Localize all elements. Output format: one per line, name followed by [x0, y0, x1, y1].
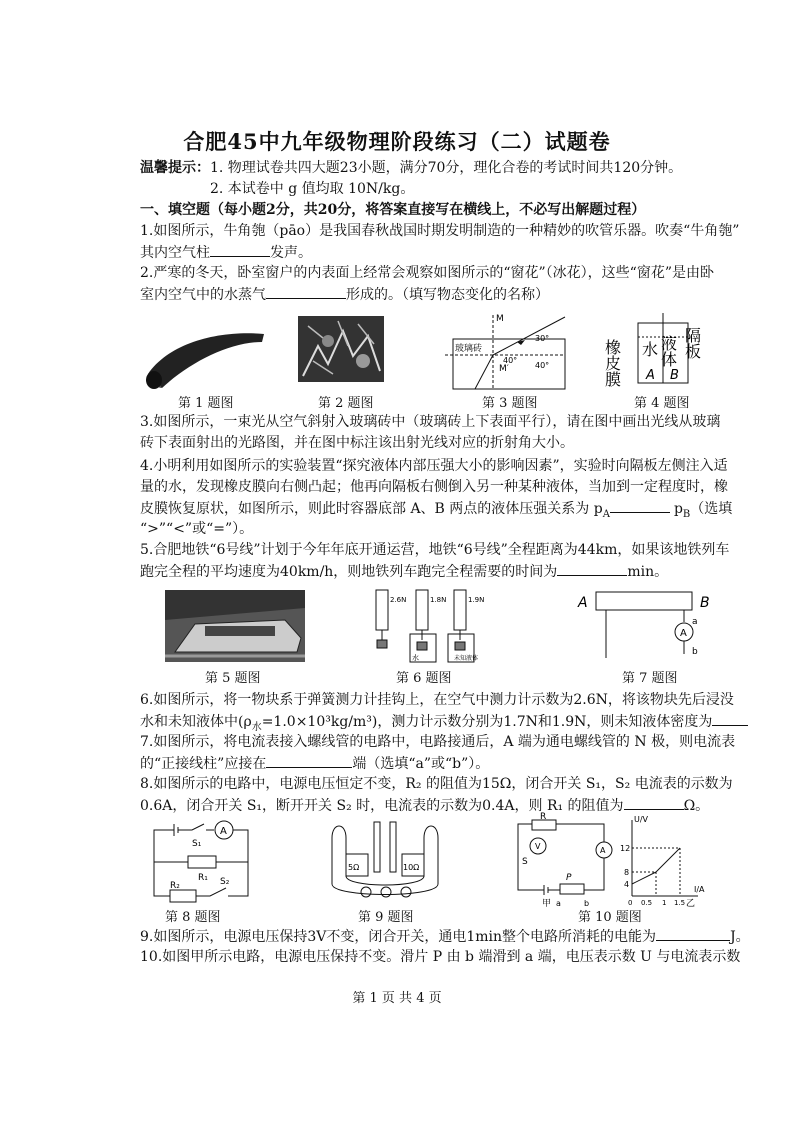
question-1-line-1: 1.如图所示，牛角匏（pāo）是我国春秋战国时期发明制造的一种精妙的吹管乐器。吹奏“牛角匏” [140, 223, 740, 239]
question-4-line-1: 4.小明利用如图所示的实验装置“探究液体内部压强大小的影响因素”，实验时向隔板左侧注入适 [140, 458, 728, 474]
question-10-line-1: 10.如图甲所示电路，电源电压保持不变。滑片 P 由 b 端滑到 a 端，电压表示数 U 与电流表示数 [140, 949, 741, 965]
angle-40-label-1: 40° [503, 356, 518, 365]
figure-caption-10: 第 10 题图 [578, 910, 642, 925]
tips-line-1 [140, 158, 682, 178]
liquid-label: 液体 [658, 335, 678, 367]
tips-label: 温馨提示： [140, 160, 210, 176]
water-label: 水 [642, 340, 659, 359]
question-6-text: 水和未知液体中(ρ [140, 714, 252, 730]
glass-refraction-figure [445, 311, 570, 391]
page-title: 合肥45中九年级物理阶段练习（二）试题卷 [183, 129, 611, 154]
heating-experiment-figure [326, 818, 444, 900]
figure-caption-5: 第 5 题图 [205, 671, 261, 686]
graph-y-axis-label: U/V [634, 815, 649, 824]
voltmeter-label: V [535, 842, 541, 851]
resistor-r2-label: R₂ [170, 881, 180, 891]
question-7-line-2 [140, 753, 489, 774]
question-7-text: 的“正接线柱”应接在 [140, 756, 267, 772]
tick-x-0: 0 [628, 899, 633, 907]
tick-y-8: 8 [624, 868, 630, 877]
water-label-fig6: 水 [412, 654, 419, 662]
figure-caption-9: 第 9 题图 [358, 910, 414, 925]
glass-label: 玻璃砖 [455, 344, 483, 354]
terminal-b-label: b [692, 647, 698, 657]
spring-scale-figure [370, 588, 490, 664]
switch-s2-label: S₂ [220, 877, 230, 887]
horn-instrument-image [140, 312, 270, 392]
subscript-water: 水 [251, 721, 262, 733]
tick-y-12: 12 [620, 844, 631, 853]
answer-blank-5[interactable] [557, 561, 627, 576]
ammeter-label-fig10: A [600, 846, 606, 855]
terminal-b-label-fig10: b [584, 899, 590, 908]
question-9-text: 9.如图所示，电源电压保持3V不变，闭合开关，通电1min整个电路所消耗的电能为 [140, 929, 657, 945]
question-2-line-2 [140, 284, 549, 305]
question-5-text: 跑完全程的平均速度为40km/h，则地铁列车跑完全程需要的时间为 [140, 564, 558, 580]
reading-air: 2.6N [390, 596, 407, 604]
figure-caption-3: 第 3 题图 [482, 396, 538, 411]
answer-blank-6[interactable] [712, 711, 748, 726]
window-frost-image [298, 316, 384, 382]
question-6-text-mid: =1.0×10³kg/m³)，测力计示数分别为1.7N和1.9N，则未知液体密度为 [261, 714, 713, 730]
question-9-line [140, 926, 750, 947]
circuit-q8-figure [148, 818, 258, 902]
question-1-text: 其内空气柱 [140, 245, 210, 261]
question-7-line-1: 7.如图所示，将电流表接入螺线管的电路中，电路接通后，A 端为通电螺线管的 N 极，则电流表 [140, 734, 736, 750]
answer-blank-1[interactable] [210, 242, 270, 257]
solenoid-circuit-figure [572, 588, 722, 660]
question-5-line-1: 5.合肥地铁“6号线”计划于今年年底开通运营，地铁“6号线”全程距离为44km，如果该地铁列车 [140, 542, 730, 558]
question-8-text-end: Ω。 [683, 798, 710, 814]
resistor-5-label: 5Ω [348, 863, 360, 872]
answer-blank-2[interactable] [266, 284, 346, 299]
answer-blank-9[interactable] [656, 926, 730, 941]
subscript-a: A [602, 508, 610, 520]
answer-blank-7[interactable] [266, 753, 352, 768]
end-b-label: B [700, 595, 710, 611]
question-7-text-end: 端（选填“a”或“b”）。 [352, 756, 490, 772]
question-2-text: 室内空气中的水蒸气 [140, 287, 266, 303]
question-9-text-end: J。 [730, 929, 750, 945]
question-3-line-2: 砖下表面射出的光路图，并在图中标注该出射光线对应的折射角大小。 [140, 435, 574, 451]
figure-caption-6: 第 6 题图 [396, 671, 452, 686]
ammeter-label-fig8: A [220, 826, 227, 837]
figure-caption-7: 第 7 题图 [622, 671, 678, 686]
section-heading-fill-blank: 一、填空题（每小题2分，共20分，将答案直接写在横线上，不必写出解题过程） [140, 202, 646, 218]
tips-text-1: 1. 物理试卷共四大题23小题，满分70分，理化合卷的考试时间共120分钟。 [210, 160, 683, 176]
slider-p-label: P [566, 873, 572, 883]
question-2-text-end: 形成的。（填写物态变化的名称） [346, 287, 549, 303]
question-1-text-end: 发声。 [270, 245, 312, 261]
pressure-container-figure [602, 309, 716, 387]
subscript-b: B [682, 508, 691, 520]
answer-blank-8[interactable] [624, 795, 684, 810]
point-a-label: A [646, 368, 655, 383]
yi-label: 乙 [686, 899, 696, 909]
question-4-text-end: （选填 [690, 501, 733, 517]
graph-x-axis-label: I/A [694, 885, 705, 894]
tick-x-1: 1 [662, 899, 667, 907]
question-6-line-1: 6.如图所示，将一物块系于弹簧测力计挂钩上，在空气中测力计示数为2.6N，将该物块先后浸没 [140, 692, 734, 708]
figure-caption-4: 第 4 题图 [634, 396, 690, 411]
angle-40-label-2: 40° [535, 361, 550, 370]
end-a-label: A [578, 595, 588, 611]
answer-blank-4[interactable] [610, 498, 670, 513]
reading-liquid: 1.9N [468, 596, 485, 604]
normal-label-bottom: M′ [499, 364, 509, 374]
tick-x-15: 1.5 [674, 899, 686, 907]
jia-label: 甲 [542, 899, 552, 909]
question-4-text: 皮膜恢复原状，如图所示，则此时容器底部 A、B 两点的液体压强关系为 p [140, 501, 603, 517]
tips-line-2: 2. 本试卷中 g 值均取 10N/kg。 [210, 181, 415, 197]
partition-label: 隔板 [682, 327, 702, 359]
normal-label-top: M [496, 314, 504, 324]
point-b-label: B [670, 368, 679, 383]
figure-caption-8: 第 8 题图 [165, 910, 221, 925]
circuit-and-graph-q10-figure [508, 812, 708, 909]
question-5-text-end: min。 [627, 564, 669, 580]
resistor-r1-label: R₁ [198, 873, 208, 883]
switch-s1-label: S₁ [192, 839, 202, 849]
question-4-line-2: 量的水，发现橡皮膜向右侧凸起；他再向隔板右侧倒入另一种某种液体，当加到一定程度时，橡 [140, 479, 728, 495]
question-3-line-1: 3.如图所示，一束光从空气斜射入玻璃砖中（玻璃砖上下表面平行），请在图中画出光线从玻璃 [140, 414, 721, 430]
terminal-a-label: a [692, 617, 698, 627]
tick-x-05: 0.5 [641, 899, 653, 907]
terminal-a-label-fig10: a [556, 899, 561, 908]
angle-30-label: 30° [535, 334, 550, 343]
switch-s-label: S [522, 857, 528, 867]
figure-caption-1: 第 1 题图 [178, 396, 234, 411]
question-4-p: p [673, 501, 683, 517]
question-8-text: 0.6A，闭合开关 S₁，断开开关 S₂ 时，电流表的示数为0.4A，则 R₁ 的阻值为 [140, 798, 624, 814]
liquid-label-fig6: 未知液体 [454, 655, 479, 662]
question-2-line-1: 2.严寒的冬天，卧室窗户的内表面上经常会观察如图所示的“窗花”（冰花），这些“窗花”是由卧 [140, 265, 714, 281]
reading-water: 1.8N [430, 596, 447, 604]
question-8-line-1: 8.如图所示的电路中，电源电压恒定不变，R₂ 的阻值为15Ω，闭合开关 S₁，S₂ 电流表的示数为 [140, 776, 733, 792]
membrane-label: 橡皮膜 [602, 339, 622, 387]
figure-caption-2: 第 2 题图 [318, 396, 374, 411]
resistor-r-label: R [540, 812, 547, 822]
page-footer: 第 1 页 共 4 页 [352, 991, 442, 1006]
resistor-10-label: 10Ω [403, 863, 420, 872]
question-5-line-2 [140, 561, 668, 582]
question-1-line-2 [140, 242, 312, 263]
metro-train-image [165, 590, 305, 662]
ammeter-label-fig7: A [680, 628, 687, 639]
tick-y-4: 4 [624, 880, 630, 889]
question-4-line-4: “>”“<”或“=”）。 [140, 521, 254, 537]
